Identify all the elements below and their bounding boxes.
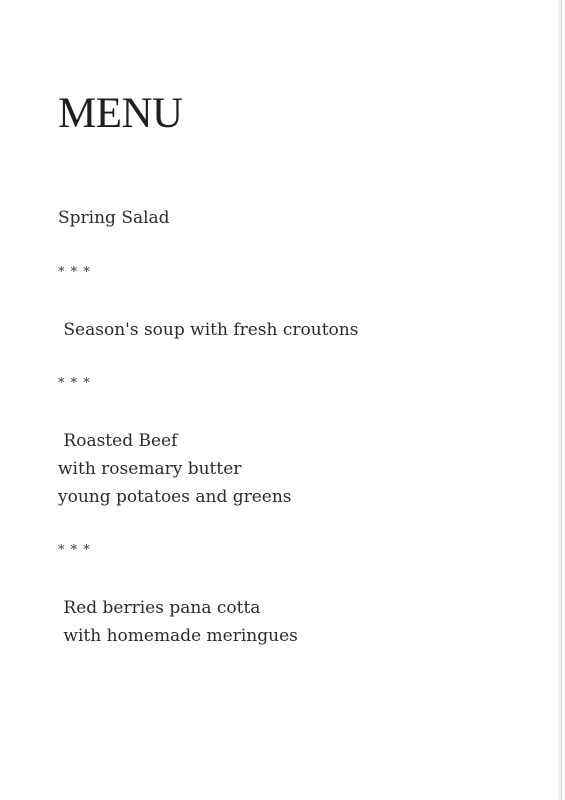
course-main-line3: young potatoes and greens — [58, 487, 292, 507]
course-separator: * * * — [58, 543, 91, 558]
course-dessert-title: Red berries pana cotta — [58, 598, 261, 618]
course-spring-salad: Spring Salad — [58, 208, 170, 228]
course-soup: Season's soup with fresh croutons — [58, 320, 359, 340]
course-dessert-line2: with homemade meringues — [58, 626, 298, 646]
menu-title: MENU — [58, 90, 183, 137]
course-main-line2: with rosemary butter — [58, 459, 242, 479]
course-separator: * * * — [58, 265, 91, 280]
page-edge — [558, 0, 561, 800]
course-separator: * * * — [58, 376, 91, 391]
course-main-title: Roasted Beef — [58, 431, 178, 451]
